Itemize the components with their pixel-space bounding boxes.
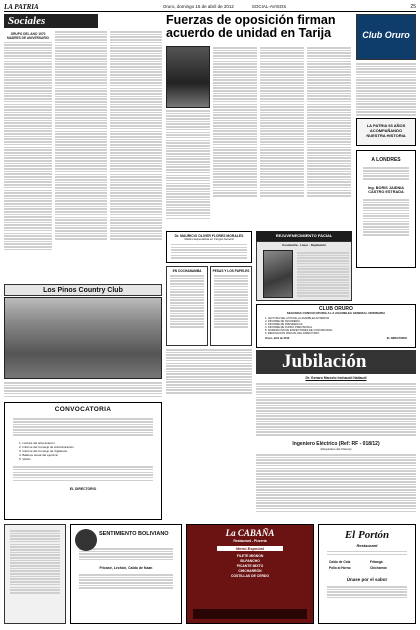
convocatoria-signature: EL DIRECTORIO xyxy=(69,487,97,492)
porton-ad xyxy=(318,524,416,624)
doctor-ad xyxy=(166,231,252,263)
club-item-1: 1. LECTURA DEL ACTA DE LA ASAMBLEA ANTERIOR xyxy=(265,317,330,320)
jubilacion-text xyxy=(256,382,416,440)
lonchera-name: Ing. BORIS JAIDNIA CASTRO ESTRADA xyxy=(367,185,405,195)
ingeniero-sub: (Requisitos del Cliente) xyxy=(320,447,352,451)
conv-item-1: 1. Lectura del acta anterior xyxy=(19,441,55,446)
convocatoria-notice xyxy=(4,402,162,520)
rejuv-photo xyxy=(263,250,293,298)
page-number: 25 xyxy=(410,3,416,10)
main-column-3 xyxy=(260,46,304,228)
club-oruro-title: CLUB ORURO xyxy=(319,306,353,312)
club-item-5: 5. NOMINACIÓN DE INSPECTORES DE CONTABILIDAD xyxy=(265,329,333,333)
sentimiento-logo-icon xyxy=(75,529,97,551)
mid-small-text xyxy=(166,348,252,400)
bottom-left-small-ad xyxy=(4,524,66,624)
cabana-title: La CABAÑA xyxy=(225,528,275,538)
group-photo xyxy=(4,297,162,379)
cabana-item-5: COSTILLAS DE CERDO xyxy=(230,573,270,578)
pesas-title: PESAS Y LOS PAPELES xyxy=(212,269,250,273)
cabana-item-4: CHICHARRÓN xyxy=(238,568,262,573)
club-oruro-items xyxy=(257,316,415,337)
main-column-4 xyxy=(307,46,351,228)
club-oruro-notice xyxy=(256,304,416,348)
newspaper-brand: LA PATRIA xyxy=(4,2,39,11)
conv-item-3: 3. Informe del Consejo de Vigilancia xyxy=(19,449,67,454)
header-section: SOCIAL-AVISOS xyxy=(251,4,287,10)
porton-item-3: Pollo al Horno xyxy=(329,566,351,571)
convocatoria-title: CONVOCATORIA xyxy=(54,406,112,413)
left-column-3 xyxy=(110,30,162,282)
porton-item-2: Fritanga xyxy=(370,560,383,565)
rejuv-title: REJUVENECIMIENTO FACIAL xyxy=(256,231,352,241)
anniversary-box xyxy=(356,118,416,146)
left-heading: GRUPO DEL ANO 1970 MADRES DE ANIVERSARIO xyxy=(6,32,50,41)
lonchera-ad xyxy=(356,150,416,268)
porton-item-1: Caldo de Cola xyxy=(329,560,351,565)
porton-cta: Únase por el sabor xyxy=(346,577,388,583)
club-signature: EL DIRECTORIO xyxy=(386,336,407,340)
pesas-ad xyxy=(210,266,252,346)
cochabamba-title: EN COCHABAMBA xyxy=(172,269,202,273)
section-title: Sociales xyxy=(4,14,98,28)
club-place-date: Oruro, abril de 2012 xyxy=(265,336,290,340)
jubilacion-subtitle: Dr. Genaro Marcelo Inchausti Nallaudi xyxy=(305,376,367,380)
rejuv-ad xyxy=(256,241,352,301)
club-logo xyxy=(356,14,416,60)
lonchera-title: A LONDRES xyxy=(371,157,401,163)
cabana-menu: Menú Especial xyxy=(217,546,283,551)
cabana-sub: Restaurant - Pizzería xyxy=(233,539,267,544)
club-oruro-subtitle: SEGUNDA CONVOCATORIA A LA ASAMBLEA GENERAL ORDINARIA xyxy=(286,311,386,316)
anniversary-text: LA PATRIA 93 AÑOS ACOMPAÑANDO NUESTRA HISTORIA xyxy=(366,123,406,138)
cochabamba-ad xyxy=(166,266,208,346)
club-text xyxy=(356,62,416,118)
porton-menu xyxy=(319,558,415,572)
club-logo-text: Club Oruro xyxy=(362,30,410,40)
cabana-ad xyxy=(186,524,314,624)
cabana-item-1: FILETE MIGNON xyxy=(236,553,264,558)
ingeniero-title: Ingeniero Eléctrico (Ref: RF - 018/12) xyxy=(292,441,380,447)
main-column-1 xyxy=(166,46,210,228)
main-headline: Fuerzas de oposición firman acuerdo de unidad en Tarija xyxy=(166,13,336,40)
page-header xyxy=(4,3,416,12)
main-column-2 xyxy=(213,46,257,228)
doctor-ad-title: Dr. MAURICIO OLIVER FLORES MORALES xyxy=(174,234,244,238)
photo-caption-text xyxy=(4,381,162,399)
ingeniero-text xyxy=(256,453,416,517)
club-item-3: 3. INFORME DE PRESIDENCIA xyxy=(265,323,303,327)
doctor-ad-sub: Médico Especialista en Cirugía General xyxy=(184,237,234,242)
club-item-6: 6. RENOVACIÓN PARCIAL DEL DIRECTORIO xyxy=(265,332,320,336)
conv-item-2: 2. Informe del Consejo de Administración xyxy=(19,445,74,450)
cabana-footer xyxy=(193,609,307,619)
sentimiento-title: SENTIMIENTO BOLIVIANO xyxy=(99,531,169,537)
cabana-item-3: PICANTE MIXTO xyxy=(236,563,264,568)
jubilacion-banner: Jubilación xyxy=(256,350,416,374)
porton-item-4: Chicharrón xyxy=(370,566,388,571)
sentimiento-ad xyxy=(70,524,182,624)
porton-sub: Restaurant xyxy=(356,542,378,548)
left-column-2 xyxy=(55,30,107,282)
photo-caption-title: Los Pinos Country Club xyxy=(4,284,162,296)
club-item-2: 2. INFORME DE TESORERÍA xyxy=(265,320,300,324)
rejuv-sub: Cosmiatría · Láser · Depilación xyxy=(281,243,326,247)
porton-title: El Portón xyxy=(344,529,390,541)
cabana-items xyxy=(187,554,313,579)
left-column-1 xyxy=(4,30,52,282)
conv-item-5: 5. Varios xyxy=(19,457,31,462)
convocatoria-items xyxy=(5,440,161,462)
sentimiento-sub: Fricasé, Lechón, Caldo de Kaan xyxy=(99,565,153,570)
header-date: Oruro, domingo 15 de abril de 2012 xyxy=(162,4,234,10)
cabana-item-2: SILPANCHO xyxy=(240,558,260,563)
conv-item-4: 4. Balance anual del ejercicio xyxy=(19,453,59,458)
club-item-4: 4. INFORME DE FONDO PREVISIONAL xyxy=(265,326,313,330)
portrait-photo xyxy=(166,46,210,108)
